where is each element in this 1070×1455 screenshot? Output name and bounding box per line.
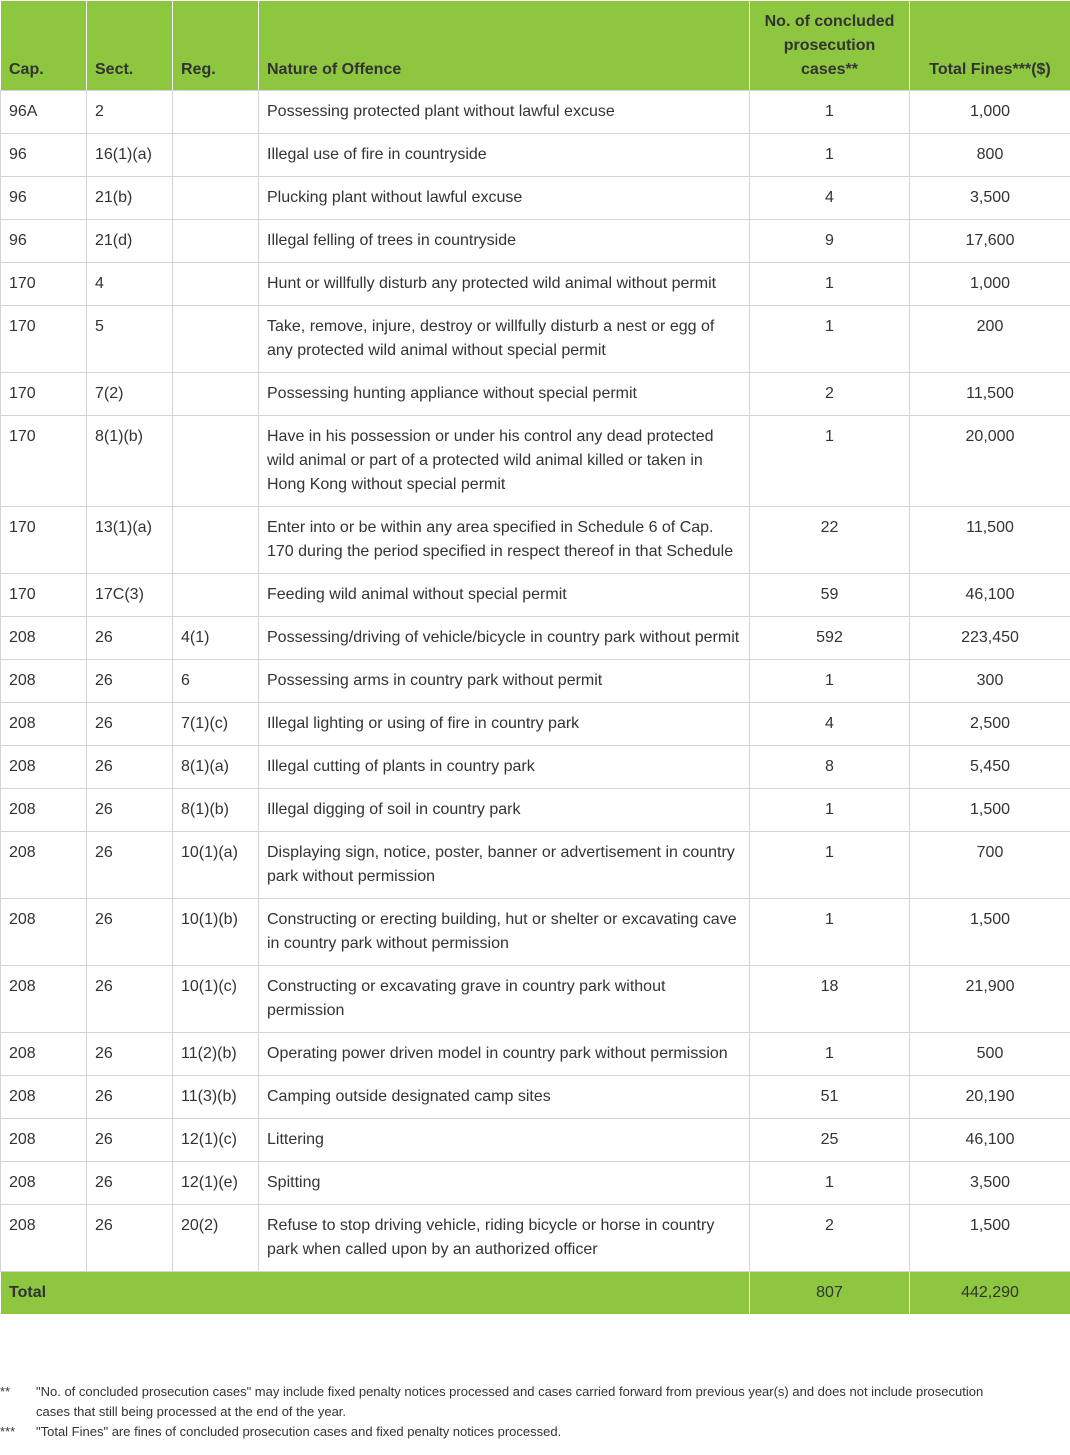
cell-sect: 26 xyxy=(87,899,173,966)
table-row xyxy=(1,416,1070,507)
cell-sect: 26 xyxy=(87,789,173,832)
cell-cases: 1 xyxy=(750,306,910,373)
table-row xyxy=(1,1162,1070,1205)
table-row xyxy=(1,1205,1070,1272)
cell-sect: 26 xyxy=(87,746,173,789)
cell-reg: 12(1)(c) xyxy=(173,1119,259,1162)
header-fines: Total Fines***($) xyxy=(910,1,1070,91)
table-footer xyxy=(1,1272,1070,1315)
cell-fines: 500 xyxy=(910,1033,1070,1076)
cell-sect: 16(1)(a) xyxy=(87,134,173,177)
cell-reg xyxy=(173,220,259,263)
table-row xyxy=(1,617,1070,660)
cell-nature: Spitting xyxy=(259,1162,750,1205)
cell-reg: 8(1)(b) xyxy=(173,789,259,832)
cell-fines: 11,500 xyxy=(910,507,1070,574)
cell-cap: 96A xyxy=(1,91,87,134)
cell-sect: 21(d) xyxy=(87,220,173,263)
cell-cases: 1 xyxy=(750,789,910,832)
cell-fines: 1,000 xyxy=(910,263,1070,306)
cell-nature: Hunt or willfully disturb any protected wild animal without permit xyxy=(259,263,750,306)
cell-sect: 26 xyxy=(87,617,173,660)
cell-cases: 1 xyxy=(750,1033,910,1076)
cell-reg: 7(1)(c) xyxy=(173,703,259,746)
cell-cap: 208 xyxy=(1,966,87,1033)
cell-cases: 1 xyxy=(750,832,910,899)
cell-cap: 170 xyxy=(1,263,87,306)
cell-fines: 2,500 xyxy=(910,703,1070,746)
table-row xyxy=(1,134,1070,177)
cell-sect: 8(1)(b) xyxy=(87,416,173,507)
table-header xyxy=(1,1,1070,91)
cell-cases: 8 xyxy=(750,746,910,789)
table-row xyxy=(1,177,1070,220)
cell-fines: 5,450 xyxy=(910,746,1070,789)
cell-cap: 208 xyxy=(1,703,87,746)
cell-nature: Plucking plant without lawful excuse xyxy=(259,177,750,220)
cell-reg: 20(2) xyxy=(173,1205,259,1272)
cell-cap: 208 xyxy=(1,617,87,660)
cell-nature: Illegal cutting of plants in country park xyxy=(259,746,750,789)
cell-sect: 26 xyxy=(87,832,173,899)
cell-reg xyxy=(173,91,259,134)
cell-cases: 1 xyxy=(750,1162,910,1205)
cell-sect: 4 xyxy=(87,263,173,306)
table-row xyxy=(1,1033,1070,1076)
cell-fines: 1,500 xyxy=(910,899,1070,966)
cell-fines: 3,500 xyxy=(910,1162,1070,1205)
table-row xyxy=(1,832,1070,899)
cell-reg: 12(1)(e) xyxy=(173,1162,259,1205)
cell-fines: 17,600 xyxy=(910,220,1070,263)
cell-nature: Camping outside designated camp sites xyxy=(259,1076,750,1119)
cell-cap: 208 xyxy=(1,1119,87,1162)
header-nature: Nature of Offence xyxy=(259,1,750,91)
cell-nature: Possessing protected plant without lawful excuse xyxy=(259,91,750,134)
cell-sect: 26 xyxy=(87,1033,173,1076)
cell-sect: 26 xyxy=(87,966,173,1033)
table-row xyxy=(1,91,1070,134)
cell-nature: Illegal felling of trees in countryside xyxy=(259,220,750,263)
cell-cases: 59 xyxy=(750,574,910,617)
cell-reg xyxy=(173,306,259,373)
cell-nature: Possessing hunting appliance without special permit xyxy=(259,373,750,416)
footnotes xyxy=(0,1382,1070,1442)
cell-cap: 170 xyxy=(1,574,87,617)
table-row xyxy=(1,263,1070,306)
cell-reg: 4(1) xyxy=(173,617,259,660)
cell-sect: 26 xyxy=(87,1205,173,1272)
table-body xyxy=(1,91,1070,1272)
header-cases: No. of concluded prosecution cases** xyxy=(750,1,910,91)
table-row xyxy=(1,789,1070,832)
cell-cap: 170 xyxy=(1,373,87,416)
cell-nature: Constructing or erecting building, hut or shelter or excavating cave in country park without permission xyxy=(259,899,750,966)
cell-nature: Illegal digging of soil in country park xyxy=(259,789,750,832)
cell-cap: 96 xyxy=(1,177,87,220)
cell-cases: 1 xyxy=(750,416,910,507)
header-row xyxy=(1,1,1070,91)
cell-fines: 1,000 xyxy=(910,91,1070,134)
cell-reg: 6 xyxy=(173,660,259,703)
table-row xyxy=(1,507,1070,574)
header-sect: Sect. xyxy=(87,1,173,91)
table-row xyxy=(1,306,1070,373)
table-row xyxy=(1,703,1070,746)
cell-cases: 592 xyxy=(750,617,910,660)
cell-reg: 11(3)(b) xyxy=(173,1076,259,1119)
cell-sect: 2 xyxy=(87,91,173,134)
cell-cap: 208 xyxy=(1,660,87,703)
cell-fines: 300 xyxy=(910,660,1070,703)
table-row xyxy=(1,746,1070,789)
cell-cases: 1 xyxy=(750,899,910,966)
cell-nature: Refuse to stop driving vehicle, riding bicycle or horse in country park when called upon by an authorized officer xyxy=(259,1205,750,1272)
cell-fines: 1,500 xyxy=(910,1205,1070,1272)
cell-nature: Illegal lighting or using of fire in country park xyxy=(259,703,750,746)
cell-sect: 26 xyxy=(87,660,173,703)
table-row xyxy=(1,574,1070,617)
cell-fines: 21,900 xyxy=(910,966,1070,1033)
cell-fines: 46,100 xyxy=(910,574,1070,617)
cell-reg xyxy=(173,574,259,617)
cell-cases: 4 xyxy=(750,177,910,220)
cell-reg: 10(1)(b) xyxy=(173,899,259,966)
cell-cases: 4 xyxy=(750,703,910,746)
cell-cases: 18 xyxy=(750,966,910,1033)
cell-reg xyxy=(173,177,259,220)
cell-sect: 26 xyxy=(87,703,173,746)
table-row xyxy=(1,966,1070,1033)
cell-cap: 208 xyxy=(1,1162,87,1205)
cell-cap: 170 xyxy=(1,416,87,507)
cell-fines: 20,000 xyxy=(910,416,1070,507)
cell-sect: 13(1)(a) xyxy=(87,507,173,574)
cell-cap: 96 xyxy=(1,134,87,177)
cell-cap: 208 xyxy=(1,899,87,966)
cell-sect: 26 xyxy=(87,1076,173,1119)
cell-fines: 200 xyxy=(910,306,1070,373)
cell-cases: 22 xyxy=(750,507,910,574)
cell-cap: 208 xyxy=(1,1076,87,1119)
cell-fines: 20,190 xyxy=(910,1076,1070,1119)
header-cap: Cap. xyxy=(1,1,87,91)
cell-cases: 51 xyxy=(750,1076,910,1119)
cell-nature: Operating power driven model in country park without permission xyxy=(259,1033,750,1076)
total-fines: 442,290 xyxy=(910,1272,1070,1315)
table-row xyxy=(1,660,1070,703)
cell-cap: 96 xyxy=(1,220,87,263)
cell-cap: 208 xyxy=(1,1033,87,1076)
cell-fines: 223,450 xyxy=(910,617,1070,660)
cell-cases: 1 xyxy=(750,263,910,306)
cell-reg xyxy=(173,263,259,306)
cell-nature: Possessing arms in country park without permit xyxy=(259,660,750,703)
cell-reg: 8(1)(a) xyxy=(173,746,259,789)
cell-reg xyxy=(173,373,259,416)
cell-nature: Take, remove, injure, destroy or willfully disturb a nest or egg of any protected wild animal without special permit xyxy=(259,306,750,373)
cell-nature: Enter into or be within any area specified in Schedule 6 of Cap. 170 during the period specified in respect thereof in that Schedule xyxy=(259,507,750,574)
cell-cap: 170 xyxy=(1,306,87,373)
cell-cap: 208 xyxy=(1,789,87,832)
cell-fines: 1,500 xyxy=(910,789,1070,832)
cell-fines: 46,100 xyxy=(910,1119,1070,1162)
table-row xyxy=(1,373,1070,416)
footnote-mark: *** xyxy=(0,1424,16,1439)
cell-cases: 9 xyxy=(750,220,910,263)
cell-cases: 1 xyxy=(750,91,910,134)
cell-sect: 7(2) xyxy=(87,373,173,416)
cell-cap: 208 xyxy=(1,832,87,899)
table-row xyxy=(1,220,1070,263)
cell-reg xyxy=(173,134,259,177)
cell-cases: 25 xyxy=(750,1119,910,1162)
cell-nature: Feeding wild animal without special permit xyxy=(259,574,750,617)
cell-nature: Littering xyxy=(259,1119,750,1162)
footnote-mark: ** xyxy=(0,1384,11,1399)
cell-sect: 26 xyxy=(87,1119,173,1162)
cell-reg: 11(2)(b) xyxy=(173,1033,259,1076)
cell-sect: 5 xyxy=(87,306,173,373)
cell-fines: 3,500 xyxy=(910,177,1070,220)
cell-reg: 10(1)(a) xyxy=(173,832,259,899)
cell-nature: Constructing or excavating grave in country park without permission xyxy=(259,966,750,1033)
total-cases: 807 xyxy=(750,1272,910,1315)
footnote-fines xyxy=(0,1422,1070,1442)
cell-reg xyxy=(173,507,259,574)
table-row xyxy=(1,899,1070,966)
cell-sect: 17C(3) xyxy=(87,574,173,617)
footnote-cases xyxy=(0,1382,1070,1422)
footnote-text: "Total Fines" are fines of concluded prosecution cases and fixed penalty notices processed. xyxy=(36,1424,562,1439)
cell-nature: Illegal use of fire in countryside xyxy=(259,134,750,177)
total-row xyxy=(1,1272,1070,1315)
cell-nature: Displaying sign, notice, poster, banner or advertisement in country park without permission xyxy=(259,832,750,899)
cell-fines: 700 xyxy=(910,832,1070,899)
cell-cap: 208 xyxy=(1,1205,87,1272)
cell-fines: 800 xyxy=(910,134,1070,177)
cell-nature: Possessing/driving of vehicle/bicycle in country park without permit xyxy=(259,617,750,660)
table-row xyxy=(1,1076,1070,1119)
cell-cap: 170 xyxy=(1,507,87,574)
cell-cases: 2 xyxy=(750,1205,910,1272)
cell-reg xyxy=(173,416,259,507)
footnote-text: "No. of concluded prosecution cases" may include fixed penalty notices processed and cases carried forward from previous year(s) and does not include prosecution cases that still being processed at the end of the year. xyxy=(36,1384,984,1419)
cell-sect: 21(b) xyxy=(87,177,173,220)
cell-cases: 1 xyxy=(750,660,910,703)
cell-cap: 208 xyxy=(1,746,87,789)
table-row xyxy=(1,1119,1070,1162)
cell-reg: 10(1)(c) xyxy=(173,966,259,1033)
cell-nature: Have in his possession or under his control any dead protected wild animal or part of a protected wild animal killed or taken in Hong Kong without special permit xyxy=(259,416,750,507)
cell-sect: 26 xyxy=(87,1162,173,1205)
cell-fines: 11,500 xyxy=(910,373,1070,416)
header-reg: Reg. xyxy=(173,1,259,91)
total-label: Total xyxy=(1,1272,750,1315)
cell-cases: 2 xyxy=(750,373,910,416)
cell-cases: 1 xyxy=(750,134,910,177)
